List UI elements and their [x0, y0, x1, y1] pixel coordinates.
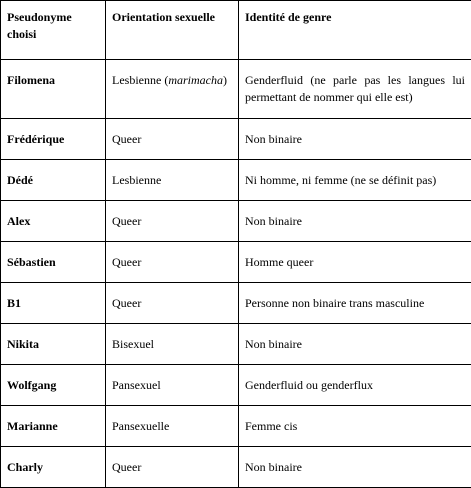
identity-cell: Genderfluid (ne parle pas les langues lui permettant de nommer qui elle est) — [239, 60, 471, 119]
orientation-cell: Queer — [106, 447, 239, 488]
identity-cell: Ni homme, ni femme (ne se définit pas) — [239, 160, 471, 201]
orientation-cell: Pansexuelle — [106, 406, 239, 447]
orientation-text-tail: ) — [222, 73, 227, 87]
table-row — [1, 283, 471, 324]
identity-cell: Personne non binaire trans masculine — [239, 283, 471, 324]
pseudonym-cell: Sébastien — [1, 242, 106, 283]
pseudonym-cell: B1 — [1, 283, 106, 324]
pseudonym-cell: Alex — [1, 201, 106, 242]
pseudonym-cell: Dédé — [1, 160, 106, 201]
orientation-cell: Queer — [106, 201, 239, 242]
identity-cell: Non binaire — [239, 119, 471, 160]
table-row — [1, 160, 471, 201]
table-row — [1, 60, 471, 119]
orientation-cell: Queer — [106, 119, 239, 160]
pseudonym-cell: Wolfgang — [1, 365, 106, 406]
identity-cell: Genderfluid ou genderflux — [239, 365, 471, 406]
table-row — [1, 406, 471, 447]
orientation-cell: Queer — [106, 242, 239, 283]
pseudonym-cell: Filomena — [1, 60, 106, 119]
table-row — [1, 447, 471, 488]
header-pseudonym: Pseudonyme choisi — [1, 1, 106, 60]
identity-cell: Homme queer — [239, 242, 471, 283]
pseudonym-cell: Marianne — [1, 406, 106, 447]
header-row — [1, 1, 471, 60]
table-row — [1, 242, 471, 283]
header-identity: Identité de genre — [239, 1, 471, 60]
pseudonym-cell: Nikita — [1, 324, 106, 365]
identity-cell: Non binaire — [239, 201, 471, 242]
identity-cell: Non binaire — [239, 447, 471, 488]
orientation-emphasis: marimacha — [168, 73, 223, 87]
identity-cell: Femme cis — [239, 406, 471, 447]
table-row — [1, 365, 471, 406]
orientation-cell — [106, 60, 239, 119]
orientation-cell: Pansexuel — [106, 365, 239, 406]
orientation-cell: Bisexuel — [106, 324, 239, 365]
header-orientation: Orientation sexuelle — [106, 1, 239, 60]
orientation-cell: Queer — [106, 283, 239, 324]
identity-cell: Non binaire — [239, 324, 471, 365]
orientation-cell: Lesbienne — [106, 160, 239, 201]
table-row — [1, 119, 471, 160]
orientation-text: Lesbienne ( — [112, 73, 169, 87]
pseudonym-cell: Frédérique — [1, 119, 106, 160]
table-row — [1, 324, 471, 365]
pseudonym-cell: Charly — [1, 447, 106, 488]
table-row — [1, 201, 471, 242]
